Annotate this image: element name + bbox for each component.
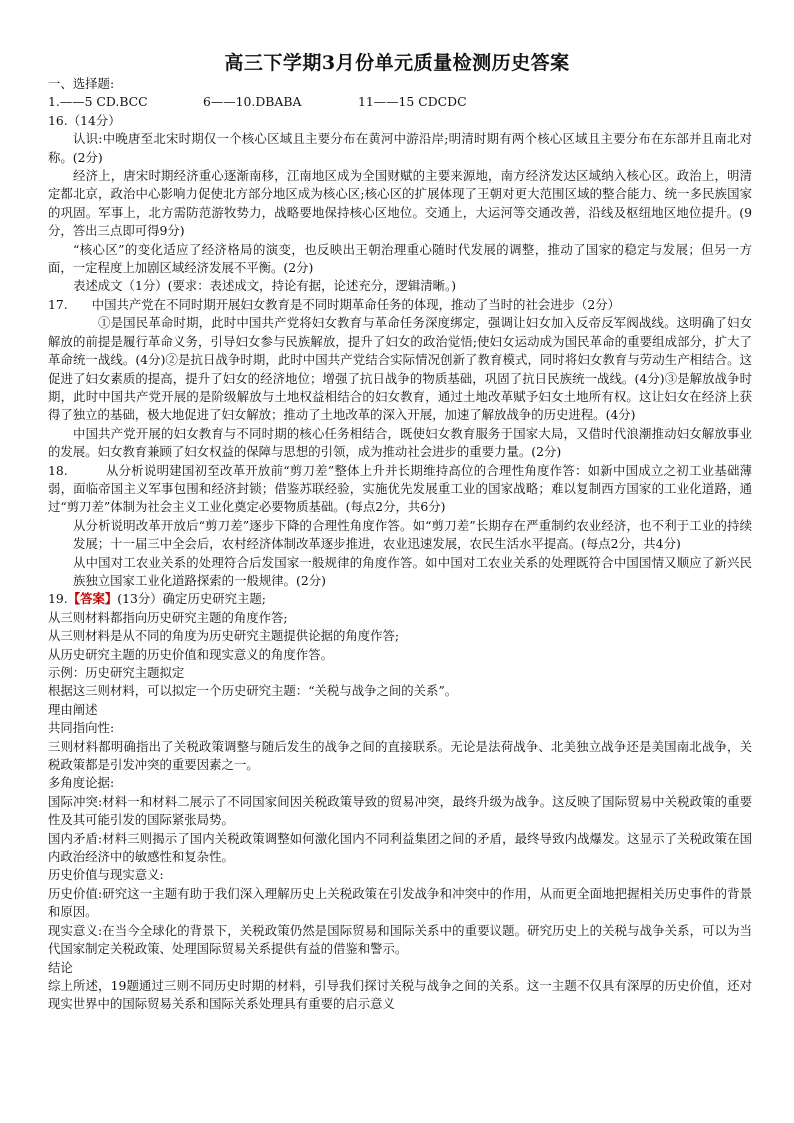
q17-paragraph: 中国共产党开展的妇女教育与不同时期的核心任务相结合，既使妇女教育服务于国家大局，又借时代浪潮推动妇女解放事业的发展。妇女教育兼顾了妇女权益的保障与思想的引领，成为推动社会进步的重要力量。(2分) bbox=[48, 425, 752, 460]
q18-paragraph: 从中国对工农业关系的处理符合后发国家一般规律的角度作答。如中国对工农业关系的处理既符合中国国情又顺应了新兴民族独立国家工业化道路探索的一般规律。(2分) bbox=[73, 554, 752, 588]
mc-answers-11-15: 11——15 CDCDC bbox=[358, 94, 467, 110]
q19-heading-text: (13分）确定历史研究主题; bbox=[117, 591, 266, 607]
q18-paragraph: 从分析说明建国初至改革开放前“剪刀差”整体上升并长期维持高位的合理性角度作答：如新中国成立之初工业基础薄弱，面临帝国主义军事包围和经济封锁；借鉴苏联经验，实施优先发展重工业的国家战略；难以复制西方国家的工业化道路，通过“剪刀差”体制为社会主义工业化奠定必要物质基础。(每点2分，共6分) bbox=[48, 462, 752, 515]
q18-number: 18. bbox=[48, 462, 68, 478]
q17-number: 17. bbox=[48, 296, 68, 312]
q19-line: 示例：历史研究主题拟定 bbox=[48, 665, 185, 680]
q19-line: 三则材料都明确指出了关税政策调整与随后发生的战争之间的直接联系。无论是法荷战争、北美独立战争还是美国南北战争，关税政策都是引发冲突的重要因素之一。 bbox=[48, 738, 752, 773]
q19-line: 历史价值:研究这一主题有助于我们深入理解历史上关税政策在引发战争和冲突中的作用，从而更全面地把握相关历史事件的背景和原因。 bbox=[48, 885, 752, 920]
q19-line: 历史价值与现实意义: bbox=[48, 867, 164, 883]
q19-line: 综上所述，19题通过三则不同历史时期的材料，引导我们探讨关税与战争之间的关系。这一主题不仅具有深厚的历史价值，还对现实世界中的国际贸易关系和国际关系处理具有重要的启示意义 bbox=[48, 977, 752, 1012]
q19-line: 结论 bbox=[48, 959, 73, 975]
q17-paragraph: ①是国民革命时期，此时中国共产党将妇女教育与革命任务深度绑定，强调让妇女加入反帝反军阀战线。这明确了妇女解放的前提是履行革命义务，引导妇女参与民族解放，提升了妇女的政治觉悟;使妇女运动成为国民革命的重要组成部分，扩大了革命统一战线。(4分)②是抗日战争时期，此时中国共产党结合实际情况创新了教育模式，同时将妇女教育与劳动生产相结合。这促进了妇女素质的提高，提升了妇女的经济地位；增强了抗日战争的物质基础，巩固了抗日民族统一战线。(4分)③是解放战争时期，此时中国共产党开展的是阶级解放与土地权益相结合的妇女教育，通过土地改革赋予妇女土地所有权。这让妇女在经济上获得了独立的基础，极大地促进了妇女解放；推动了土地改革的深入开展，加速了解放战争的历史进程。(4分) bbox=[48, 315, 752, 423]
q19-line: 国际冲突:材料一和材料二展示了不同国家间因关税政策导致的贸易冲突，最终升级为战争。这反映了国际贸易中关税政策的重要性及其可能引发的国际紧张局势。 bbox=[48, 793, 752, 828]
q19-line: 理由阐述 bbox=[48, 701, 98, 717]
answer-body bbox=[48, 75, 752, 1014]
mc-answers-6-10: 6——10.DBABA bbox=[203, 94, 302, 110]
q19-line: 共同指向性: bbox=[48, 720, 115, 736]
q18-heading bbox=[48, 462, 752, 517]
q19-line: 国内矛盾:材料三则揭示了国内关税政策调整如何激化国内不同利益集团之间的矛盾，最终导致内战爆发。这显示了关税政策在国内政治经济中的敏感性和复杂性。 bbox=[48, 830, 752, 865]
q16-paragraph: “核心区”的变化适应了经济格局的演变，也反映出王朝治理重心随时代发展的调整，推动了国家的稳定与发展；但另一方面，一定程度上加剧区域经济发展不平衡。(2分) bbox=[48, 241, 752, 276]
q19-line: 从三则材料是从不同的角度为历史研究主题提供论据的角度作答; bbox=[48, 628, 400, 644]
multiple-choice-answers bbox=[48, 93, 752, 111]
q17-heading bbox=[48, 296, 752, 314]
q18-paragraph: 从分析说明改革开放后“剪刀差”逐步下降的合理性角度作答。如“剪刀差”长期存在严重制约农业经济，也不利于工业的持续发展；十一届三中全会后，农村经济体制改革逐步推进，农业迅速发展，农民生活水平提高。(每点2分，共4分) bbox=[73, 517, 752, 552]
q16-paragraph: 表述成文（1分）(要求：表述成文，持论有据，论述充分，逻辑清晰。) bbox=[73, 278, 457, 294]
q19-line: 多角度论据: bbox=[48, 775, 115, 791]
section-heading: 一、选择题: bbox=[48, 76, 115, 91]
q16-paragraph: 认识:中晚唐至北宋时期仅一个核心区域且主要分布在黄河中游沿岸;明清时期有两个核心区域且主要分布在东部并且南北对称。(2分) bbox=[48, 131, 752, 165]
mc-answers-1-5: 1.——5 CD.BCC bbox=[48, 94, 148, 110]
q19-content bbox=[48, 609, 752, 1014]
q19-heading bbox=[48, 590, 752, 608]
q16-paragraph: 经济上，唐宋时期经济重心逐渐南移，江南地区成为全国财赋的主要来源地，南方经济发达区域纳入核心区。政治上，明清定都北京，政治中心影响力促使北方部分地区成为核心区;核心区的扩展体现了王朝对更大范围区域的整合能力、统一多民族国家的巩固。军事上，北方需防范游牧势力，战略要地保持核心区地位。交通上，大运河等交通改善，沿线及枢纽地区地位提升。(9分，答出三点即可得9分) bbox=[48, 168, 752, 239]
q17-summary: 中国共产党在不同时期开展妇女教育是不同时期革命任务的体现，推动了当时的社会进步（2分） bbox=[91, 296, 621, 312]
page-title: 高三下学期3月份单元质量检测历史答案 bbox=[224, 52, 570, 74]
q19-number: 19. bbox=[48, 591, 68, 607]
q19-answer-tag: 【答案】 bbox=[67, 591, 118, 607]
q16-heading: 16.（14分） bbox=[48, 112, 121, 128]
q19-line: 现实意义:在当今全球化的背景下，关税政策仍然是国际贸易和国际关系中的重要议题。研究历史上的关税与战争关系，可以为当代国家制定关税政策、处理国际贸易关系提供有益的借鉴和警示。 bbox=[48, 922, 752, 957]
q19-line: 从历史研究主题的历史价值和现实意义的角度作答。 bbox=[48, 646, 333, 662]
q19-line: 从三则材料都指向历史研究主题的角度作答; bbox=[48, 609, 288, 625]
q19-line: 根据这三则材料，可以拟定一个历史研究主题：“关税与战争之间的关系”。 bbox=[48, 683, 458, 699]
